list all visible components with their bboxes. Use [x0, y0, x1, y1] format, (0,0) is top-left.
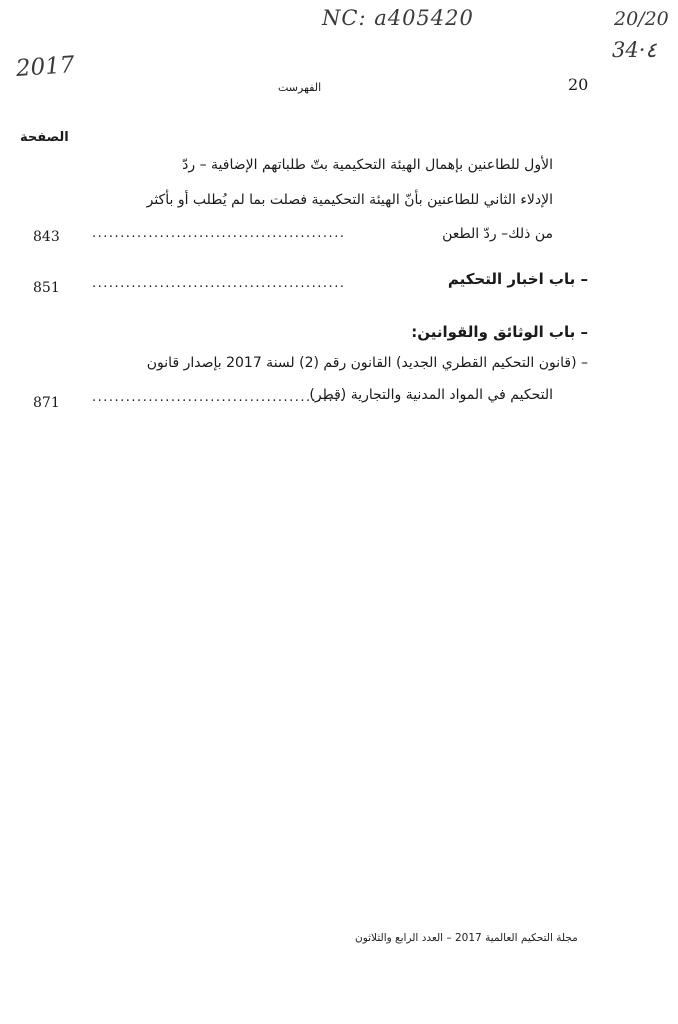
page-number: 20 — [568, 75, 589, 94]
toc-entry-line: – (قانون التحكيم القطري الجديد) القانون رقم (2) لسنة 2017 بإصدار قانون — [146, 355, 588, 371]
dot-leader: ............................................. — [92, 276, 346, 291]
handwritten-fraction: 20/20 — [614, 8, 669, 30]
handwritten-reference-number: NC: a405420 — [322, 6, 474, 30]
toc-entry-line: من ذلك– ردّ الطعن — [442, 226, 553, 242]
toc-entry-line: الإدلاء الثاني للطاعنين بأنّ الهيئة التحكيمية فصلت بما لم يُطلب أو بأكثر — [146, 192, 553, 208]
toc-entry-line: التحكيم في المواد المدنية والتجارية (قطر) — [309, 387, 553, 403]
handwritten-shelf-mark: 34·٤ — [612, 38, 657, 62]
journal-footer: مجلة التحكيم العالمية 2017 – العدد الرابع والثلاثون — [355, 932, 578, 944]
toc-page-number: 871 — [33, 395, 60, 411]
toc-page-number: 851 — [33, 280, 60, 296]
dot-leader: ............................................. — [92, 226, 346, 241]
toc-section-title: – باب الوثائق والقوانين: — [411, 323, 588, 341]
running-title: الفهرست — [278, 81, 322, 94]
toc-section-title: – باب اخبار التحكيم — [447, 270, 588, 288]
dot-leader: ............................................. — [92, 390, 346, 405]
handwritten-year: 2017 — [15, 51, 76, 83]
page-column-header: الصفحة — [20, 130, 69, 145]
toc-page-number: 843 — [33, 229, 60, 245]
toc-entry-line: الأول للطاعنين بإهمال الهيئة التحكيمية بتّ طلباتهم الإضافية – ردّ — [182, 157, 553, 173]
